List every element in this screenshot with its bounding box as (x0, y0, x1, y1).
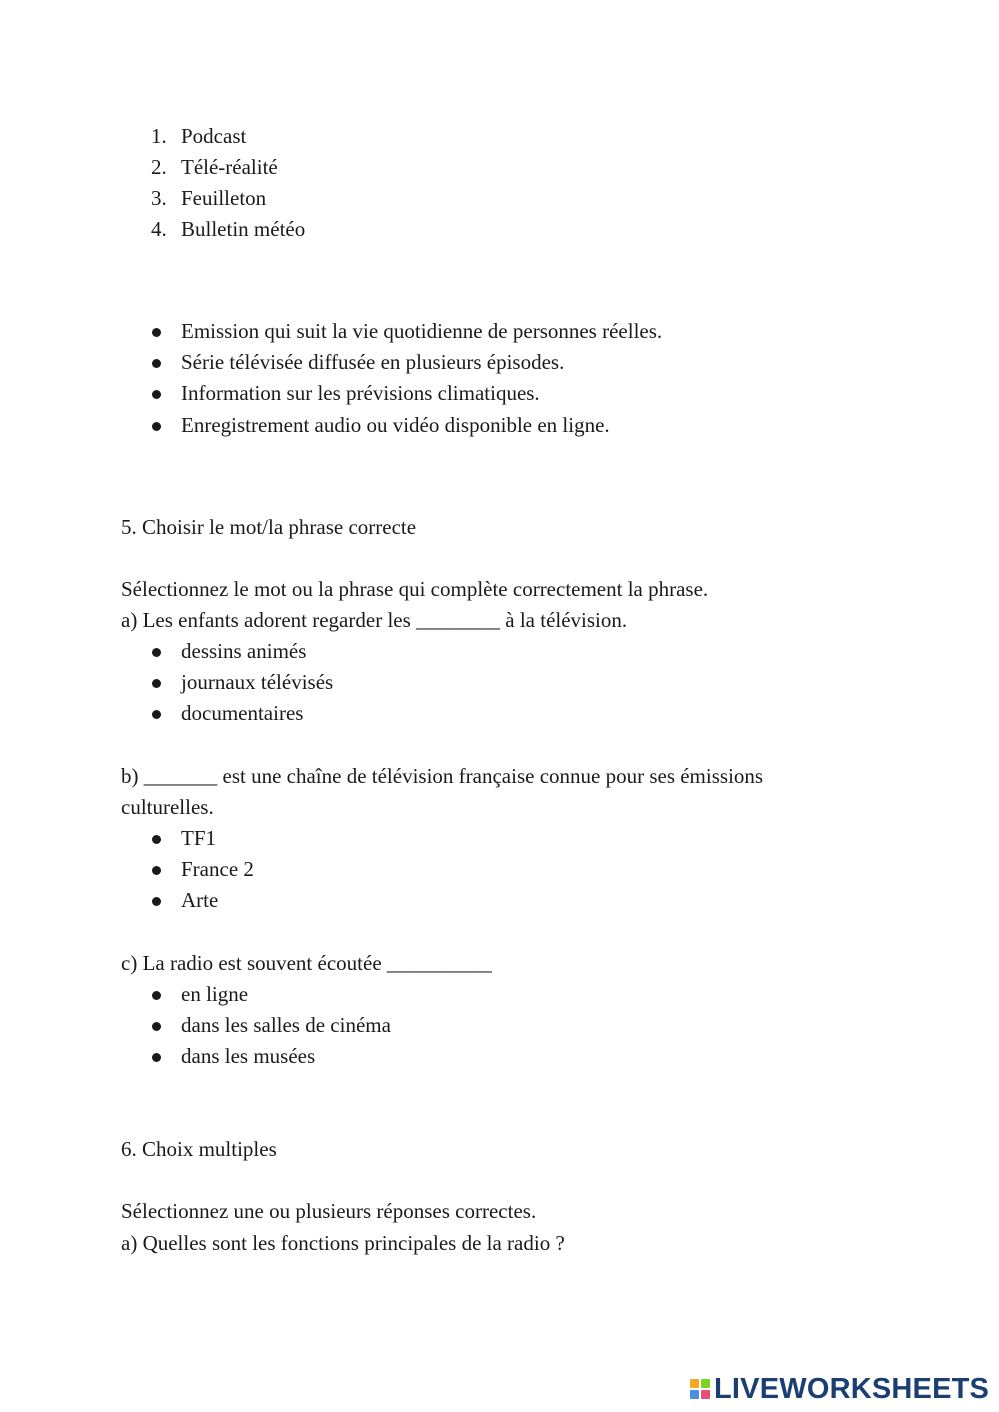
list-text: Bulletin météo (181, 217, 306, 241)
logo-text: LIVEWORKSHEETS (714, 1372, 990, 1405)
section-title: 5. Choisir le mot/la phrase correcte (121, 515, 417, 539)
list-number: 1. (151, 124, 167, 148)
definition-text: Enregistrement audio ou vidéo disponible en ligne. (181, 413, 610, 437)
logo-square (690, 1379, 699, 1388)
section-title: 6. Choix multiples (121, 1137, 277, 1161)
logo-square (701, 1379, 710, 1388)
definition-text: Série télévisée diffusée en plusieurs épisodes. (181, 350, 565, 374)
list-number: 3. (151, 186, 167, 210)
list-text: Télé-réalité (181, 155, 278, 179)
bullet-icon (152, 679, 161, 688)
logo-mark-icon (690, 1379, 710, 1399)
question-b-line1: b) _______ est une chaîne de télévision française connue pour ses émissions (121, 764, 764, 788)
option-text: dessins animés (181, 639, 307, 663)
bullet-icon (152, 390, 161, 399)
list-text: Feuilleton (181, 186, 267, 210)
bullet-icon (152, 991, 161, 1000)
option-text: dans les salles de cinéma (181, 1013, 391, 1037)
question-c: c) La radio est souvent écoutée __________ (121, 951, 492, 975)
option-text: dans les musées (181, 1044, 316, 1068)
definition-text: Emission qui suit la vie quotidienne de personnes réelles. (181, 319, 663, 343)
option-text: France 2 (181, 857, 254, 881)
bullet-icon (152, 1053, 161, 1062)
option-text: TF1 (181, 826, 217, 850)
bullet-icon (152, 897, 161, 906)
question-b-line2: culturelles. (121, 795, 214, 819)
bullet-icon (152, 648, 161, 657)
bullet-icon (152, 422, 161, 431)
logo-square (701, 1390, 710, 1399)
section-instruction: Sélectionnez une ou plusieurs réponses correctes. (121, 1199, 537, 1223)
question-a: a) Quelles sont les fonctions principales de la radio ? (121, 1231, 565, 1255)
bullet-icon (152, 328, 161, 337)
question-a: a) Les enfants adorent regarder les ________ à la télévision. (121, 608, 628, 632)
bullet-icon (152, 1022, 161, 1031)
section-instruction: Sélectionnez le mot ou la phrase qui complète correctement la phrase. (121, 577, 709, 601)
definition-text: Information sur les prévisions climatiques. (181, 381, 540, 405)
list-number: 2. (151, 155, 167, 179)
bullet-icon (152, 359, 161, 368)
bullet-icon (152, 710, 161, 719)
logo-square (690, 1390, 699, 1399)
option-text: en ligne (181, 982, 249, 1006)
option-text: documentaires (181, 701, 304, 725)
liveworksheets-logo (690, 1372, 990, 1405)
list-text: Podcast (181, 124, 247, 148)
option-text: Arte (181, 888, 219, 912)
bullet-icon (152, 835, 161, 844)
bullet-icon (152, 866, 161, 875)
list-number: 4. (151, 217, 167, 241)
option-text: journaux télévisés (181, 670, 334, 694)
